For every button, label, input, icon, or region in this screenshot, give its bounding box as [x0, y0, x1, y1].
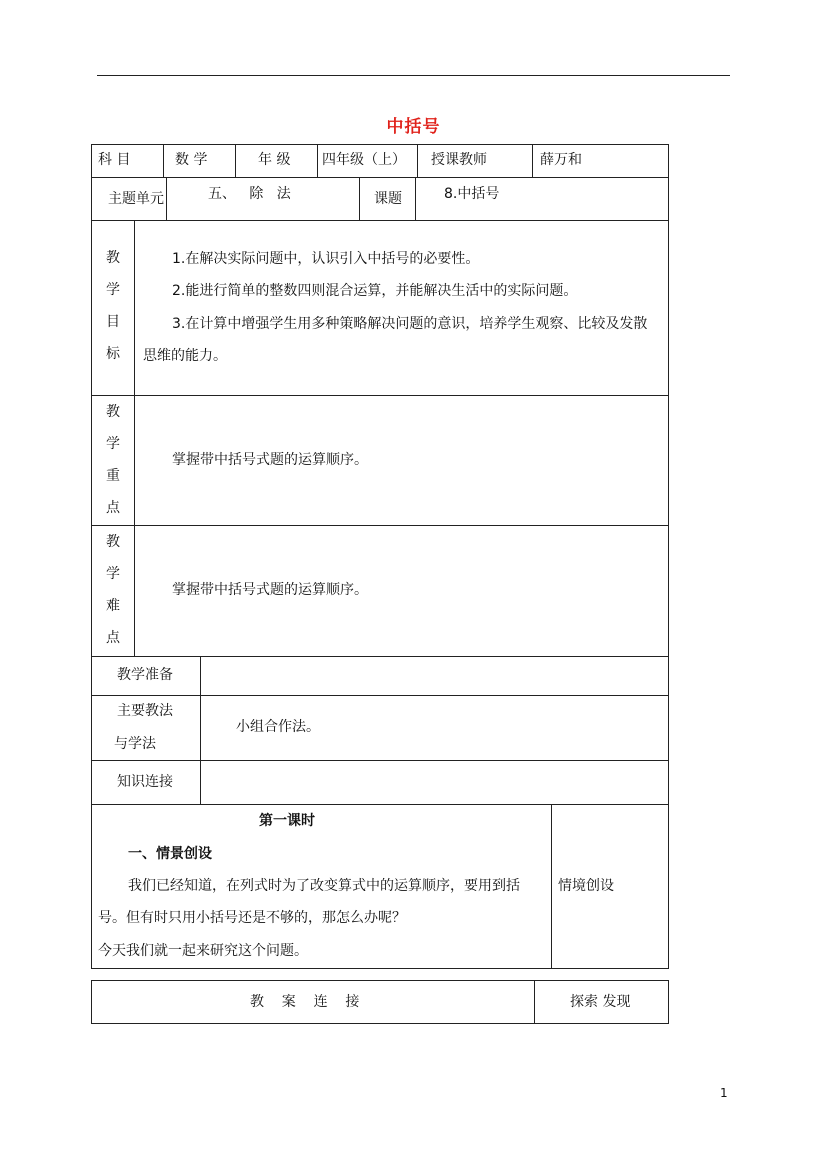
keypoints-label-char: 重	[106, 468, 120, 484]
difficulties-label-char: 教	[106, 534, 120, 550]
lesson-paragraph-line: 号。但有时只用小括号还是不够的，那怎么办呢？	[98, 910, 406, 926]
keypoints-text: 掌握带中括号式题的运算顺序。	[172, 452, 368, 468]
lesson-heading: 第一课时	[259, 813, 315, 829]
goals-label-char: 教	[106, 250, 120, 266]
teacher-label: 授课教师	[431, 152, 487, 168]
footer-right-text: 探索 发现	[570, 994, 631, 1010]
cell-goals-content	[134, 220, 669, 396]
goals-label	[103, 242, 123, 370]
lesson-paragraph-line: 今天我们就一起来研究这个问题。	[98, 943, 308, 959]
difficulties-label-char: 点	[106, 630, 120, 646]
grade-label: 年 级	[258, 152, 291, 168]
keypoints-label-char: 点	[106, 500, 120, 516]
goal-item: 2.能进行简单的整数四则混合运算，并能解决生活中的实际问题。	[172, 283, 578, 299]
teacher-value: 薛万和	[540, 152, 582, 168]
goals-label-char: 目	[106, 314, 120, 330]
keypoints-label-char: 学	[106, 436, 120, 452]
goal-item: 3.在计算中增强学生用多种策略解决问题的意识，培养学生观察、比较及发散	[172, 316, 648, 332]
keypoints-label	[103, 396, 123, 524]
page-number: 1	[720, 1086, 728, 1100]
page-title: 中括号	[386, 117, 441, 137]
footer-left-text: 教 案 连 接	[250, 994, 360, 1010]
goals-label-char: 学	[106, 282, 120, 298]
grade-value: 四年级（上）	[322, 152, 406, 168]
topic-value: 8.中括号	[444, 186, 500, 202]
methods-text: 小组合作法。	[236, 719, 320, 735]
subject-value: 数 学	[175, 152, 208, 168]
unit-label: 主题单元	[108, 191, 164, 207]
cell-prep-content	[200, 656, 669, 696]
prep-label: 教学准备	[117, 667, 173, 683]
lesson-paragraph-line: 我们已经知道，在列式时为了改变算式中的运算顺序，要用到括	[128, 878, 520, 894]
header-rule	[97, 75, 730, 76]
goal-item: 思维的能力。	[143, 348, 227, 364]
subject-label: 科 目	[98, 152, 131, 168]
knowledge-label: 知识连接	[117, 774, 173, 790]
goals-label-char: 标	[106, 346, 120, 362]
topic-label: 课题	[374, 191, 402, 207]
lesson-side-note: 情境创设	[558, 878, 614, 894]
difficulties-label-char: 难	[106, 598, 120, 614]
difficulties-label	[103, 526, 123, 654]
difficulties-label-char: 学	[106, 566, 120, 582]
keypoints-label-char: 教	[106, 404, 120, 420]
goal-item: 1.在解决实际问题中，认识引入中括号的必要性。	[172, 251, 480, 267]
unit-value: 五、 除 法	[208, 186, 291, 202]
difficulties-text: 掌握带中括号式题的运算顺序。	[172, 582, 368, 598]
cell-knowledge-content	[200, 760, 669, 805]
methods-label-line2: 与学法	[114, 736, 156, 752]
lesson-section: 一、情景创设	[128, 846, 212, 862]
methods-label-line1: 主要教法	[117, 703, 173, 719]
